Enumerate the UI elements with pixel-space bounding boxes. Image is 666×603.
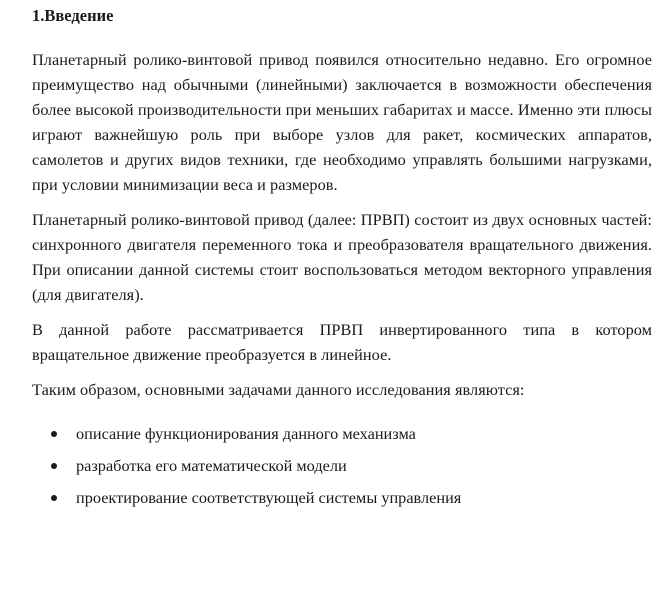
tasks-list [32, 421, 652, 510]
paragraph-scope: В данной работе рассматривается ПРВП инвертированного типа в котором вращательное движение преобразуется в линейное. [32, 320, 652, 364]
list-item-text: разработка его математической модели [76, 456, 347, 475]
bullet-icon [51, 463, 57, 469]
paragraph-tasks-intro: Таким образом, основными задачами данного исследования являются: [32, 380, 525, 399]
section-heading: 1.Введение [32, 6, 114, 25]
list-item [32, 485, 652, 510]
list-item-text: описание функционирования данного механизма [76, 424, 416, 443]
paragraph-components: Планетарный ролико-винтовой привод (далее: ПРВП) состоит из двух основных частей: синхронного двигателя переменного тока и преобразователя вращательного движения. При описании данной системы стоит воспользоваться методом векторного управления (для двигателя). [32, 210, 652, 304]
list-item [32, 421, 652, 446]
bullet-icon [51, 495, 57, 501]
bullet-icon [51, 431, 57, 437]
paragraph-intro: Планетарный ролико-винтовой привод появился относительно недавно. Его огромное преимущество над обычными (линейными) заключается в возможности обеспечения более высокой производительности при меньших габаритах и массе. Именно эти плюсы играют важнейшую роль при выборе узлов для ракет, космических аппаратов, самолетов и других видов техники, где необходимо управлять большими нагрузками, при условии минимизации веса и размеров. [32, 50, 652, 194]
list-item [32, 453, 652, 478]
list-item-text: проектирование соответствующей системы управления [76, 488, 462, 507]
document-page [32, 0, 652, 517]
